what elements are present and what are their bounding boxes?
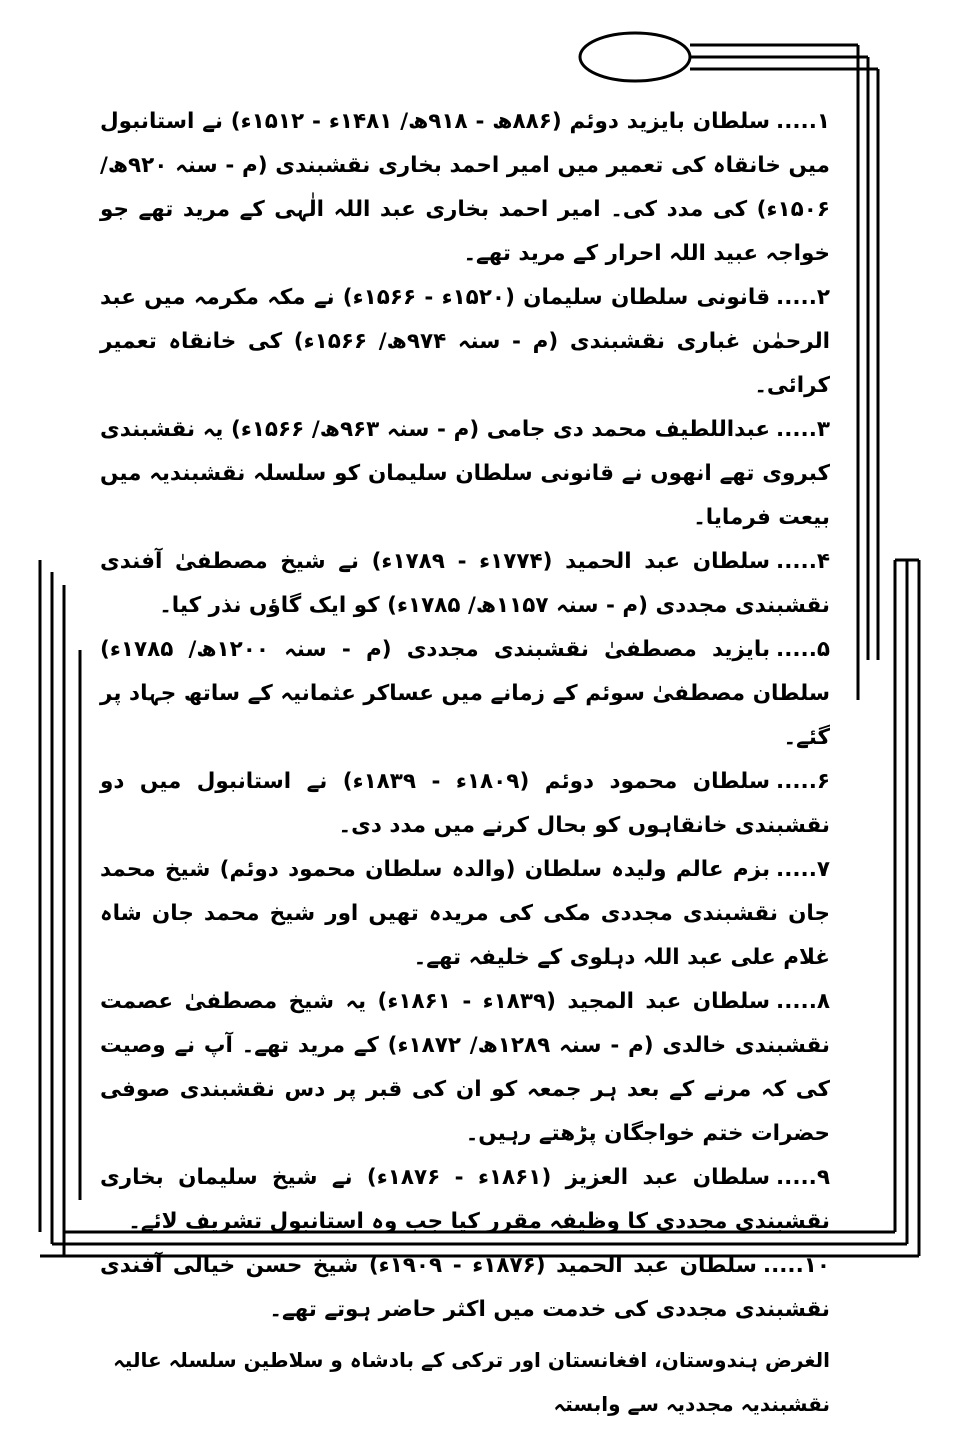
- item-text: سلطان عبد العزیز (۱۸۶۱ء - ۱۸۷۶ء) نے شیخ سلیمان بخاری نقشبندی مجددی کا وظیفہ مقرر کیا جب وہ استانبول تشریف لائے۔: [100, 1165, 830, 1234]
- item-number: ۸.....: [776, 989, 830, 1014]
- item-number: ۶.....: [776, 769, 831, 794]
- list-item: [100, 628, 830, 760]
- item-text: سلطان عبد المجید (۱۸۳۹ء - ۱۸۶۱ء) یہ شیخ مصطفیٰ عصمت نقشبندی خالدی (م - سنہ ۱۲۸۹ھ/ ۱۸۷۲ء) کے مرید تھے۔ آپ نے وصیت کی کہ مرنے کے بعد ہر جمعہ کو ان کی قبر پر دس نقشبندی صوفی حضرات ختم خواجگان پڑھتے رہیں۔: [100, 989, 830, 1146]
- item-number: ۹.....: [776, 1165, 830, 1190]
- item-text: سلطان عبد الحمید (۱۷۷۴ء - ۱۷۸۹ء) نے شیخ مصطفیٰ آفندی نقشبندی مجددی (م - سنہ ۱۱۵۷ھ/ ۱۷۸۵ء) کو ایک گاؤں نذر کیا۔: [100, 549, 830, 618]
- list-item: [100, 276, 830, 408]
- item-number: ۱۰.....: [762, 1253, 831, 1278]
- list-item: [100, 408, 830, 540]
- item-text: سلطان محمود دوئم (۱۸۰۹ء - ۱۸۳۹ء) نے استانبول میں دو نقشبندی خانقاہوں کو بحال کرنے میں مدد دی۔: [100, 769, 830, 838]
- item-text: بزم عالم ولیدہ سلطان (والدہ سلطان محمود دوئم) شیخ محمد جان نقشبندی مجددی مکی کی مریدہ تھیں اور شیخ محمد جان شاہ غلام علی عبد اللہ دہلوی کے خلیفہ تھے۔: [100, 857, 830, 970]
- item-number: ۴.....: [776, 549, 831, 574]
- item-number: ۳.....: [776, 417, 831, 442]
- item-number: ۵.....: [776, 637, 830, 662]
- list-item: [100, 760, 830, 848]
- item-text: عبداللطیف محمد دی جامی (م - سنہ ۹۶۳ھ/ ۱۵۶۶ء) یہ نقشبندی کبروی تھے انھوں نے قانونی سلطان سلیمان کو سلسلہ نقشبندیہ میں بیعت فرمایا۔: [100, 417, 830, 530]
- top-oval-ornament: [580, 33, 690, 81]
- list-item: [100, 100, 830, 276]
- document-page: [100, 100, 830, 1446]
- list-item: [100, 1156, 830, 1244]
- item-number: ۷.....: [776, 857, 830, 882]
- list-item: [100, 1244, 830, 1332]
- list-item: [100, 540, 830, 628]
- item-text: قانونی سلطان سلیمان (۱۵۲۰ء - ۱۵۶۶ء) نے مکہ مکرمہ میں عبد الرحمٰن غباری نقشبندی (م - سنہ ۹۷۴ھ/ ۱۵۶۶ء) کی خانقاہ تعمیر کرائی۔: [100, 285, 831, 398]
- list-item: [100, 980, 830, 1156]
- list-item: [100, 848, 830, 980]
- item-text: بایزید مصطفیٰ نقشبندی مجددی (م - سنہ ۱۲۰۰ھ/ ۱۷۸۵ء) سلطان مصطفیٰ سوئم کے زمانے میں عساکر عثمانیہ کے ساتھ جہاد پر گئے۔: [100, 637, 830, 750]
- item-number: ۱.....: [776, 109, 831, 134]
- item-text: سلطان عبد الحمید (۱۸۷۶ء - ۱۹۰۹ء) شیخ حسن خیالی آفندی نقشبندی مجددی کی خدمت میں اکثر حاضر ہوتے تھے۔: [100, 1253, 830, 1322]
- item-text: سلطان بایزید دوئم (۸۸۶ھ - ۹۱۸ھ/ ۱۴۸۱ء - ۱۵۱۲ء) نے استانبول میں خانقاہ کی تعمیر میں امیر احمد بخاری نقشبندی (م - سنہ ۹۲۰ھ/ ۱۵۰۶ء) کی مدد کی۔ امیر احمد بخاری عبد اللہ الٰہی کے مرید تھے جو خواجہ عبید اللہ احرار کے مرید تھے۔: [100, 109, 830, 266]
- closing-paragraph: الغرض ہندوستان، افغانستان اور ترکی کے بادشاہ و سلاطین سلسلہ عالیہ نقشبندیہ مجددیہ سے وابستہ: [113, 1348, 830, 1416]
- item-number: ۲.....: [776, 285, 830, 310]
